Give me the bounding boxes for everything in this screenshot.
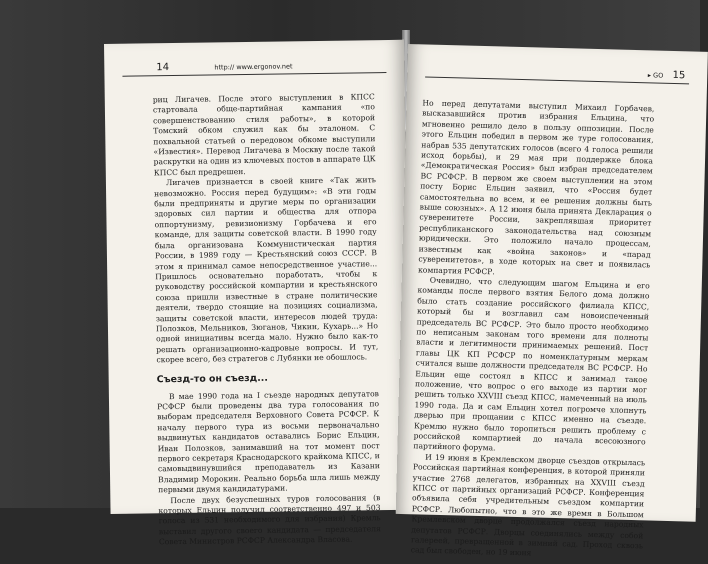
right-page-number: 15	[672, 69, 686, 82]
right-page	[396, 44, 708, 558]
left-page-header	[122, 60, 386, 77]
section-heading: Съезд-то он съезд...	[156, 372, 268, 385]
paragraph: риц Лигачев. После этого выступления в КПСС стартовала обще-партийная кампания «по совершенствованию стиля работы», в которой Томский обком служил как бы эталоном. С похвальной статьей о передовом обкоме выступили «Известия». Перевод Лигачева в Москву после такой раскрутки на один из ключевых постов в аппарате ЦК КПСС был предрешен.	[152, 92, 376, 178]
paragraph: После двух безуспешных туров голосования (в которых Ельцин получил соответственно 497 и 503 голоса из 531 необходимого для избрания) Кремль выставил другого своего кандидата — председателя Совета Министров РСФСР Александра Власова.	[158, 492, 381, 547]
paragraph: Очевидно, что следующим шагом Ельцина и его команды после первого взятия Белого дома должно было стать создание российского филиала КПСС, который бы и возглавил сам новоиспеченный председатель ВС РСФСР. Это было просто необходимо по неписаным законам того времени для полноты власти и легитимности принимаемых решений. Пост главы ЦК КП РСФСР по номенклатурным меркам считался выше должности председателя ВС РСФСР. Но Ельцин еще состоял в КПСС и занимал такое положение, что вопрос о его выходе из партии мог решить только XXVIII съезд КПСС, намеченный на июль 1990 года. Да и сам Ельцин хотел погромче хлопнуть дверью при прощании с КПСС именно на съезде. Кремлю нужно было торопиться решить проблему с российской компартией до начала всесоюзного партийного форума.	[413, 275, 650, 453]
paragraph: В мае 1990 года на I съезде народных депутатов РСФСР были проведены два тура голосования по выборам председателя Верховного Совета РСФСР. К началу первого тура из восьми первоначально выдвинутых кандидатов оставались Борис Ельцин, Иван Полозков, занимавший на тот момент пост первого секретаря Краснодарского крайкома КПСС, и самовыдвинувшийся преподаватель из Казани Владимир Морокин. Реально борьба шла лишь между первыми двумя кандидатурами.	[157, 388, 381, 495]
right-page-header	[425, 64, 689, 84]
right-page-text	[411, 98, 655, 562]
left-page	[104, 40, 411, 547]
paragraph: Но перед депутатами выступил Михаил Горбачев, высказавшийся против избрания Ельцина, что мгновенно решило дело в пользу оппозиции. После этого Ельцин победил в первом же туре голосования, набрав 535 депутатских голосов (всего 4 голоса решили исход борьбы), и 29 мая при поддержке блока «Демократическая Россия» был избран председателем ВС РСФСР. В первом же своем выступлении на этом посту Борис Ельцин заявил, что «Россия будет самостоятельна во всем, и ее решения должны быть выше союзных». А 12 июня была принята Декларация о суверенитете России, закреплявшая приоритет республиканского законодательства над союзным юридически. Это положило начало процессам, известным как «война законов» и «парад суверенитетов», в ходе которых на свет и появилась компартия РСФСР.	[417, 98, 655, 276]
header-mark: ▸ GO	[647, 71, 664, 80]
left-page-text	[153, 92, 381, 548]
paragraph: И 19 июня в Кремлевском дворце съездов открылась Российская партийная конференция, в которой приняли участие 2768 делегатов, избранных на XXVIII съезд КПСС от партийных организаций РСФСР. Конференция объявила себя учредительным съездом компартии РСФСР. Любопытно, что в это же время в Большом Кремлевском дворце продолжался съезд народных депутатов РСФСР. Дворцы соединялись между собой галереей, превращенной в зимний сад. Проход сквозь сад был свободен, но 19 июня	[410, 452, 646, 558]
left-page-number: 14	[156, 62, 170, 74]
paragraph: Лигачев признается в своей книге «Так жить невозможно. Россия перед будущим»: «В эти годы были предприняты и другие меры по организации здоровых сил партии и общества для отпора оппортунизму, ревизионизму Горбачева и его команде, для защиты советской власти. В 1990 году была организована Коммунистическая партия России, в 1989 году — Крестьянский союз СССР. В этом я принимал самое непосредственное участие... Пришлось основательно поработать, чтобы к руководству российской компартии и крестьянского союза пришли известные в стране политические деятели, твердо стоящие на позициях социализма, защиты советской власти, интересов людей труда: Полозков, Мельников, Зюганов, Чикин, Кухарь...» Но одной инициативы всегда мало. Нужно было как-то решать организационно-кадровые вопросы. И тут, скорее всего, без стратегов с Лубянки не обошлось.	[154, 175, 379, 365]
header-url: http:// www.ergonov.net	[214, 62, 293, 72]
